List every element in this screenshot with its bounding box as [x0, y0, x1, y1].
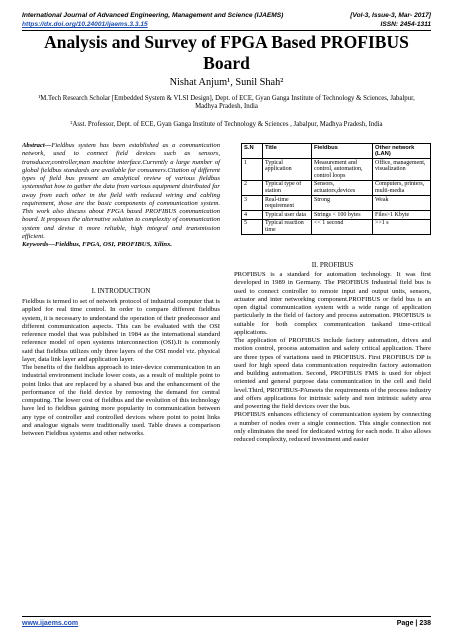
table-cell: 1 [242, 159, 263, 181]
table-cell: >>1 s [373, 219, 431, 234]
doi-header [22, 21, 431, 29]
abstract-label: Abstract— [22, 142, 52, 149]
journal-name: International Journal of Advanced Engineering, Management and Science (IJAEMS) [22, 12, 284, 19]
intro-paragraph-2: The benefits of the fieldbus approach to inter-device communication in an industrial environment include lower costs, as a result of multiple point to point links that are replaced by a shared bus and the enhancement of the performance of the field device by removing the demand for central computing. The lower cost of fieldbus and the evolution of this technology have led to fieldbus gaining more popularity in communication between any type of controller and controlled devices where point to point links and analogue signals were traditionally used. Table draws a comparison between Fieldbus systems and other networks. [22, 364, 220, 437]
table-header-row [242, 144, 431, 159]
table-row [242, 211, 431, 220]
table-cell: Measurement and control, automation, control loops [312, 159, 373, 181]
table-cell: 3 [242, 196, 263, 211]
intro-paragraph-1: Fieldbus is termed to set of network protocol of industrial computer that is applied for real time control. In order to compare different fieldbus system, it is necessary to understand the operation of their predecessor and different communication aspects. This can be evaluated with the OSI reference model that was published in 1984 as the international standard reference model of open systems interconnection (OSI).It is commonly said that fieldbus utilizes only three layers of the OSI model viz. physical layer, data link layer and application layer. [22, 298, 220, 363]
table-row [242, 196, 431, 211]
abstract-text: Fieldbus system has been established as a communication network, used to connect field devices such as sensors, transducer,controller,man machine interface.Currently a large number of global fieldbus standards are available for consumers.Citation of different types of field bus present an analytical review of various fieldbus systemsthat how to gather the data from various equipment distributed far away from each other in the field with reduced wiring and cabling requirement, those are the basic components of communication system. This work also discuss about FPGA based PROFIBUS communication board. It proposes the alternative solution to complexity of communication system and devise it more reliable, high integral and transmission efficient. [22, 142, 220, 240]
doi-link[interactable]: https://dx.doi.org/10.24001/ijaems.3.3.15 [22, 21, 148, 28]
journal-header [22, 12, 431, 20]
table-cell: Typical user data [263, 211, 312, 220]
table-header-cell: Title [263, 144, 312, 159]
table-cell: Files>1 Kbyte [373, 211, 431, 220]
profibus-body [234, 271, 431, 444]
paper-authors: Nishat Anjum¹, Sunil Shah² [169, 77, 284, 88]
profibus-paragraph-1: PROFIBUS is a standard for automation technology. It was first developed in 1989 in Germany. The PROFIBUS Industrial field bus is used to connect controller to remote input and output units, sensors, actuator and inter networking component.PROFIBUS or field bus is an open digital communication system with a wide range of application particularly in the field of factory and process automation. PROFIBUS is suitable for both complex communication taskand time-critical applications. [234, 271, 431, 336]
website-link[interactable]: www.ijaems.com [22, 620, 79, 627]
table-cell: Strong [312, 196, 373, 211]
table-cell: 5 [242, 219, 263, 234]
table-cell: Real-time requirement [263, 196, 312, 211]
table-row [242, 159, 431, 181]
page-footer [22, 620, 431, 627]
volume-info: [Vol-3, Issue-3, Mar- 2017] [350, 12, 431, 19]
table-cell: Weak [373, 196, 431, 211]
table-header-cell: Fieldbus [312, 144, 373, 159]
profibus-paragraph-3: PROFIBUS enhances efficiency of communication system by connecting a number of nodes over a single connection. This single connection not only eliminates the need for dedicated wiring for each node. It also allows reduced complexity, reduced investment and easier [234, 411, 431, 443]
page-number: Page | 238 [396, 620, 431, 627]
affiliation-1: ¹M.Tech Research Scholar [Embedded System & VLSI Design], Dept. of ECE, Gyan Ganga Institute of Technology & Sciences, Jabalpur, Madhya Pradesh, India [38, 95, 415, 111]
keywords: Keywords—Fieldbus, FPGA, OSI, PROFIBUS, Xilinx. [22, 241, 173, 248]
table-header-cell: Other network (LAN) [373, 144, 431, 159]
issn: ISSN: 2454-1311 [380, 21, 431, 28]
table-header-cell: S.N [242, 144, 263, 159]
header-rule [22, 30, 431, 31]
table-cell: Computers, printers, multi-media [373, 180, 431, 195]
table-cell: Typical application [263, 159, 312, 181]
table-row [242, 180, 431, 195]
table-cell: Strings < 100 bytes [312, 211, 373, 220]
table-cell: Sensors, actuators,devices [312, 180, 373, 195]
profibus-paragraph-2: The application of PROFIBUS include factory automation, drives and motion control, process automation and safety critical application. There are three types of variations used in PROFIBUS. First PROFIBUS DP is used for high speed data communication requiredin factory automation and building automation. Second, PROFIBUS FMS is used for object oriented and general purpose data communication in the cell and field level.Third, PROFIBUS-PAmeets the requirements of the process industry and offers applications for intrinsic safety and non intrinsic safety area and powering the field devices over the bus. [234, 337, 431, 410]
abstract [22, 142, 220, 249]
section-heading-profibus: II. PROFIBUS [311, 261, 354, 269]
comparison-table [241, 143, 431, 235]
table-cell: Typical reaction time [263, 219, 312, 234]
introduction-body [22, 298, 220, 438]
table-row [242, 219, 431, 234]
paper-title: Analysis and Survey of FPGA Based PROFIBUS Board [44, 32, 409, 73]
table-cell: 4 [242, 211, 263, 220]
table-cell: Office, management, visualization [373, 159, 431, 181]
footer-rule [22, 616, 431, 617]
section-heading-introduction: I. INTRODUCTION [91, 287, 151, 295]
table-cell: 2 [242, 180, 263, 195]
table-cell: Typical type of station [263, 180, 312, 195]
affiliation-2: ²Asst. Professor, Dept. of ECE, Gyan Ganga Institute of Technology & Sciences , Jabalpur, Madhya Pradesh, India [70, 121, 383, 128]
table-cell: << 1 second [312, 219, 373, 234]
